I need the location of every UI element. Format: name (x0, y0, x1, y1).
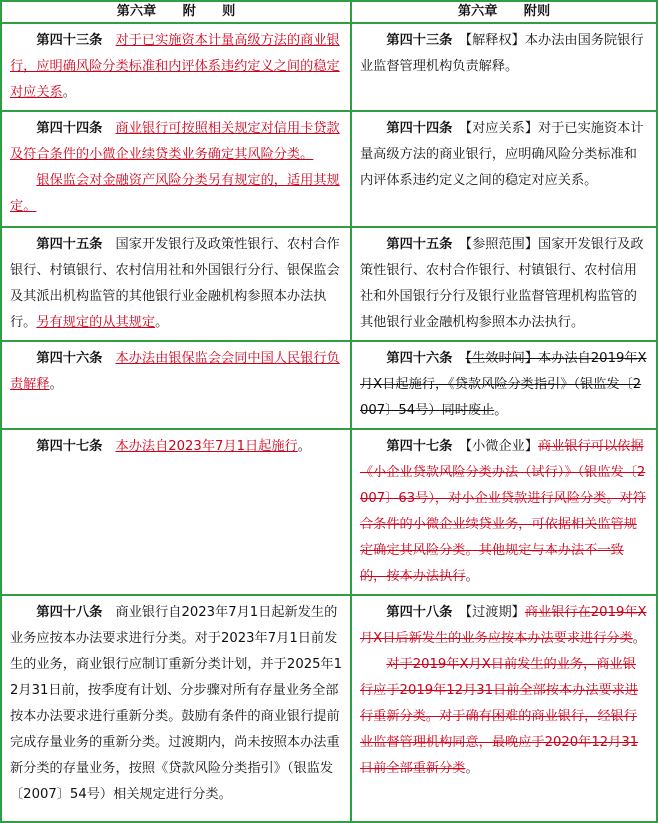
text-segment: 商业银行可以依据《小企业贷款风险分类办法（试行）》（银监发〔2007〕63号），对小企业贷款进行风险分类。对符合条件的小微企业续贷业务，可依据相关监管规定确定其风险分类。其他规定与本办法不一致的，按本办法执行 (360, 439, 646, 584)
article-row (1, 227, 657, 341)
article-row (1, 429, 657, 595)
text-segment: 。 (297, 439, 311, 454)
text-segment: 。 (494, 403, 508, 418)
text-segment: 【生效时间】本办法自2019年X月X日起施行，《贷款风险分类指引》（银监发〔2007〕54号）同时废止 (360, 351, 647, 418)
article-number: 第四十四条 (36, 121, 103, 136)
article-number: 第四十八条 (36, 605, 103, 620)
article-number: 第四十四条 (386, 121, 453, 136)
paragraph (360, 652, 649, 782)
new-text-cell (1, 429, 351, 595)
text-segment: 【对应关系】对于已实施资本计量高级方法的商业银行，应明确风险分类标准和内评体系违约定义之间的稳定对应关系。 (360, 121, 644, 188)
text-segment: 本办法自2023年7月1日起施行 (115, 439, 298, 454)
text-segment: 。 (300, 147, 314, 162)
header-right: 第六章 附则 (351, 1, 657, 23)
paragraph (360, 434, 649, 590)
header-left: 第六章 附 则 (1, 1, 351, 23)
text-segment: 。 (465, 569, 479, 584)
text-segment: 。 (23, 199, 37, 214)
text-segment: 对于2019年X月X日前发生的业务，商业银行应于2019年12月31日前全部按本办法要求进行重新分类。对于确有困难的商业银行，经银行业监督管理机构同意，最晚应于2020年12月31日前全部重新分类 (360, 657, 639, 776)
article-row (1, 23, 657, 111)
text-segment (102, 121, 115, 136)
paragraph (360, 232, 649, 336)
article-number: 第四十八条 (386, 605, 453, 620)
article-number: 第四十三条 (386, 33, 453, 48)
paragraph (10, 168, 343, 220)
article-row (1, 341, 657, 429)
new-text-cell (1, 23, 351, 111)
new-text-cell (1, 595, 351, 822)
header-row (1, 1, 657, 23)
paragraph (360, 346, 649, 424)
paragraph (10, 600, 343, 808)
text-segment: 。 (62, 85, 76, 100)
old-text-cell (351, 341, 657, 429)
text-segment: 本办法由银保监会会同中国人民银行负责解释 (10, 351, 340, 392)
article-number: 第四十七条 (36, 439, 103, 454)
old-text-cell (351, 227, 657, 341)
text-segment: 。 (155, 315, 169, 330)
new-text-cell (1, 227, 351, 341)
article-number: 第四十六条 (386, 351, 453, 366)
text-segment: 【小微企业】 (452, 439, 539, 454)
old-text-cell (351, 429, 657, 595)
old-text-cell (351, 111, 657, 227)
paragraph (360, 28, 649, 80)
article-number: 第四十五条 (386, 237, 453, 252)
article-number: 第四十七条 (386, 439, 453, 454)
paragraph (360, 116, 649, 194)
article-row (1, 111, 657, 227)
article-number: 第四十五条 (36, 237, 103, 252)
text-segment: 。 (632, 631, 646, 646)
text-segment: 另有规定的从其规定 (36, 315, 156, 330)
text-segment: 国家开发银行及政策性银行、农村合作银行、村镇银行、农村信用社和外国银行分行、银保监会及其派出机构监管的其他银行业金融机构参照本办法执行。 (10, 237, 340, 330)
article-row (1, 595, 657, 822)
text-segment: 商业银行在2019年X月X日后新发生的业务应按本办法要求进行分类 (360, 605, 647, 646)
article-number: 第四十三条 (36, 33, 103, 48)
text-segment: 商业银行可按照相关规定对信用卡贷款及符合条件的小微企业续贷类业务确定其风险分类 (10, 121, 340, 162)
text-segment: 商业银行自2023年7月1日起新发生的业务应按本办法要求进行分类。对于2023年7月1日前发生的业务，商业银行应制订重新分类计划，并于2025年12月31日前，按季度有计划、分步骤对所有存量业务全部按本办法要求进行重新分类。鼓励有条件的商业银行提前完成存量业务的重新分类。过渡期内，尚未按照本办法重新分类的存量业务，按照《贷款风险分类指引》（银监发〔2007〕54号）相关规定进行分类。 (10, 605, 343, 802)
text-segment (452, 351, 465, 366)
paragraph (10, 346, 343, 398)
paragraph (360, 600, 649, 652)
new-text-cell (1, 341, 351, 429)
paragraph (10, 28, 343, 106)
text-segment: 。 (49, 377, 63, 392)
text-segment: 对于已实施资本计量高级方法的商业银行，应明确风险分类标准和内评体系违约定义之间的稳定对应关系 (10, 33, 340, 100)
text-segment (102, 33, 115, 48)
old-text-cell (351, 595, 657, 822)
article-number: 第四十六条 (36, 351, 103, 366)
text-segment (102, 439, 115, 454)
new-text-cell (1, 111, 351, 227)
paragraph (10, 232, 343, 336)
text-segment: 【解释权】本办法由国务院银行业监督管理机构负责解释。 (360, 33, 644, 74)
text-segment (102, 351, 115, 366)
paragraph (10, 434, 343, 460)
old-text-cell (351, 23, 657, 111)
text-segment: 【参照范围】国家开发银行及政策性银行、农村合作银行、村镇银行、农村信用社和外国银行分行及银行业监督管理机构监管的其他银行业金融机构参照本办法执行。 (360, 237, 644, 330)
text-segment: 。 (465, 761, 479, 776)
paragraph (10, 116, 343, 168)
text-segment: 【过渡期】 (452, 605, 525, 620)
text-segment: 银保监会对金融资产风险分类另有规定的，适用其规定 (10, 173, 340, 214)
